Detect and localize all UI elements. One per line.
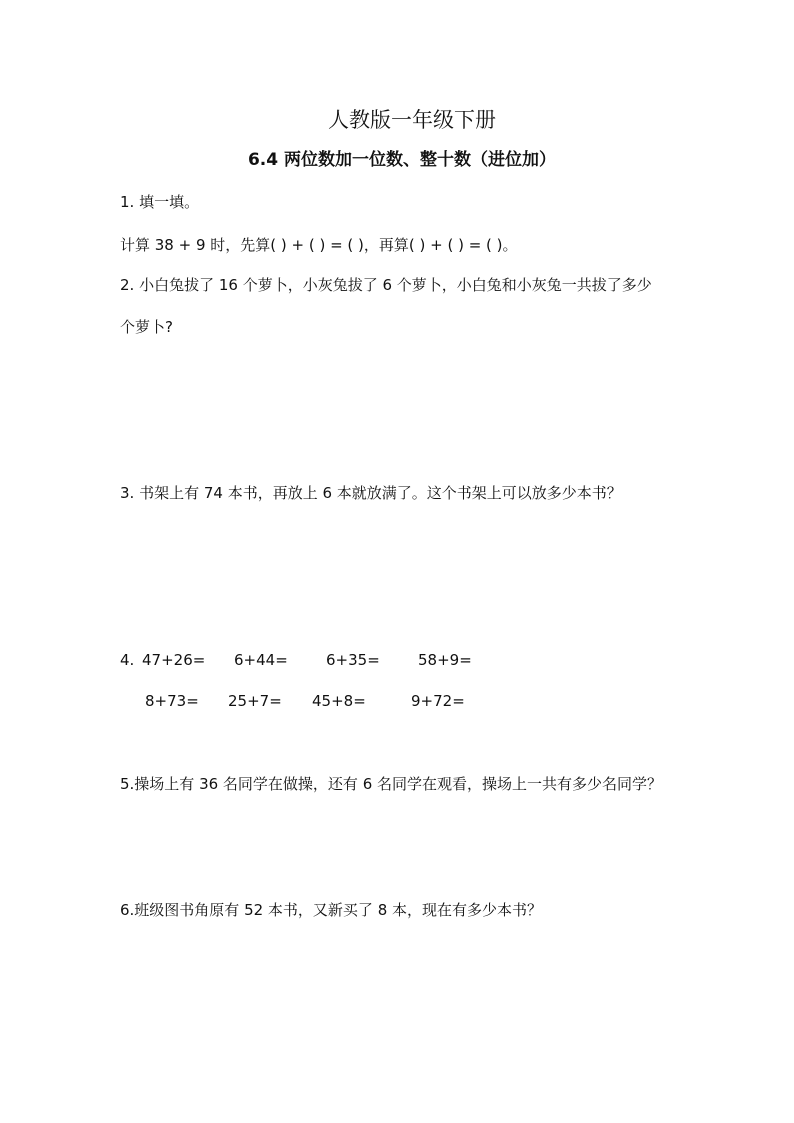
calc-item: 9+72= — [411, 692, 465, 710]
question-2-line-2: 个萝卜? — [120, 318, 173, 336]
calc-item: 8+73= — [145, 692, 199, 710]
calc-item: 47+26= — [142, 651, 206, 669]
question-1-heading: 1. 填一填。 — [120, 193, 200, 211]
question-5: 5.操场上有 36 名同学在做操，还有 6 名同学在观看，操场上一共有多少名同学？ — [120, 775, 663, 793]
question-6: 6.班级图书角原有 52 本书，又新买了 8 本，现在有多少本书？ — [120, 901, 543, 919]
calc-item: 25+7= — [228, 692, 282, 710]
page-subtitle: 6.4 两位数加一位数、整十数（进位加） — [247, 150, 557, 170]
page-title: 人教版一年级下册 — [328, 108, 496, 132]
question-1-body: 计算 38 + 9 时，先算( ) + ( ) = ( )，再算( ) + ( ) = ( )。 — [120, 236, 518, 254]
calc-item: 6+35= — [326, 651, 380, 669]
question-2-line-1: 2. 小白兔拔了 16 个萝卜，小灰兔拔了 6 个萝卜，小白兔和小灰兔一共拔了多少 — [120, 276, 652, 294]
question-3: 3. 书架上有 74 本书，再放上 6 本就放满了。这个书架上可以放多少本书？ — [120, 484, 622, 502]
calc-item: 58+9= — [418, 651, 472, 669]
calc-item: 45+8= — [312, 692, 366, 710]
calc-item: 6+44= — [234, 651, 288, 669]
question-4-label: 4. — [120, 651, 135, 669]
